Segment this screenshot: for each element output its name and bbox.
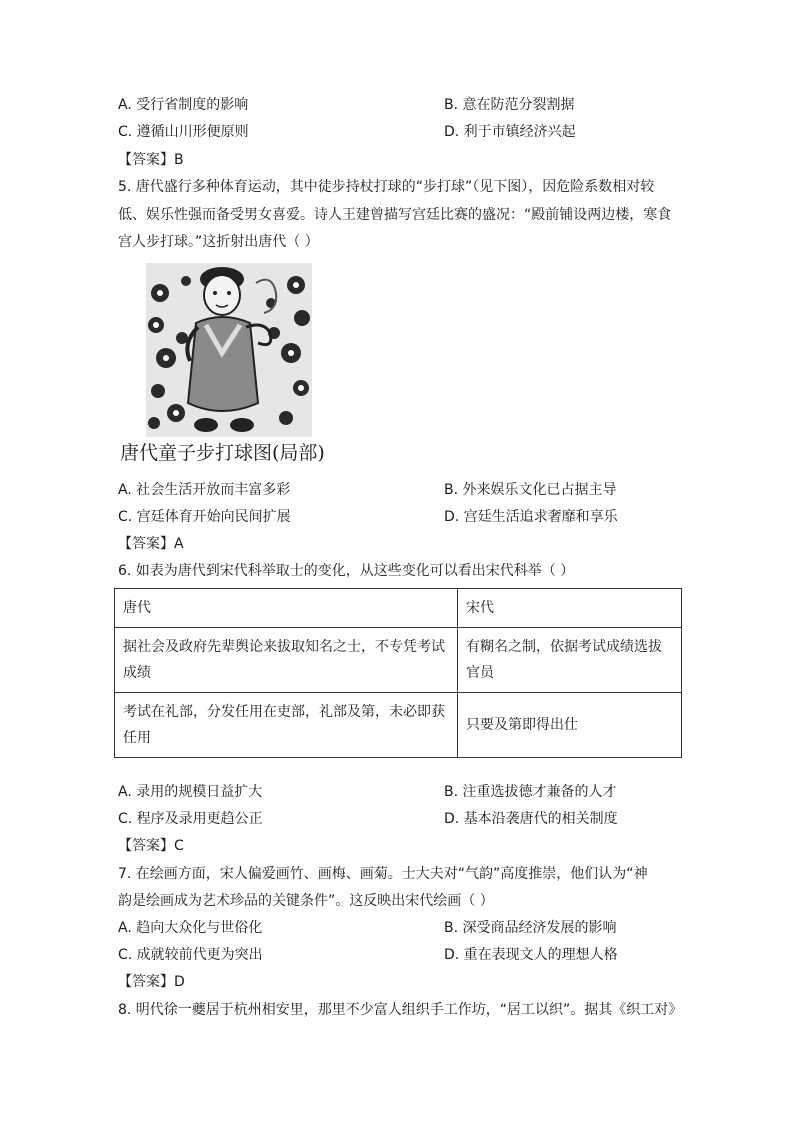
q4-option-a: A. 受行省制度的影响: [118, 97, 249, 113]
table-cell: 据社会及政府先辈舆论来拔取知名之士，不专凭考试成绩: [115, 628, 458, 693]
q7-option-a: A. 趋向大众化与世俗化: [118, 920, 263, 936]
q5-option-d: D. 宫廷生活追求奢靡和享乐: [444, 509, 618, 525]
q7-answer: 【答案】D: [118, 974, 185, 990]
table-header-tang: 唐代: [115, 589, 458, 628]
keju-comparison-table: [114, 588, 682, 758]
figure-caption: 唐代童子步打球图(局部): [120, 442, 325, 464]
q6-option-d: D. 基本沿袭唐代的相关制度: [444, 811, 618, 827]
table-cell: 有糊名之制，依据考试成绩选拔官员: [458, 628, 682, 693]
tang-child-ball-painting: [146, 263, 312, 437]
q5-option-a: A. 社会生活开放而丰富多彩: [118, 482, 291, 498]
q7-stem-line-1: 7. 在绘画方面，宋人偏爱画竹、画梅、画菊。士大夫对“气韵”高度推崇，他们认为“神: [118, 866, 648, 882]
painting-illustration: [146, 263, 312, 437]
q5-answer: 【答案】A: [118, 536, 184, 552]
table-header-song: 宋代: [458, 589, 682, 628]
q4-option-d: D. 利于市镇经济兴起: [444, 124, 576, 140]
q6-option-c: C. 程序及录用更趋公正: [118, 811, 263, 827]
q5-stem-line-2: 低、娱乐性强而备受男女喜爱。诗人王建曾描写宫廷比赛的盛况：“殿前铺设两边楼，寒食: [118, 207, 672, 223]
q4-option-c: C. 遵循山川形便原则: [118, 124, 249, 140]
q6-stem-line-1: 6. 如表为唐代到宋代科举取士的变化，从这些变化可以看出宋代科举（ ）: [118, 563, 575, 579]
q6-option-b: B. 注重选拔德才兼备的人才: [444, 784, 617, 800]
q7-option-b: B. 深受商品经济发展的影响: [444, 920, 617, 936]
table-row: [115, 628, 682, 693]
table-cell: 考试在礼部，分发任用在吏部，礼部及第，未必即获任用: [115, 693, 458, 758]
q5-option-c: C. 宫廷体育开始向民间扩展: [118, 509, 291, 525]
q6-answer: 【答案】C: [118, 838, 184, 854]
q4-option-b: B. 意在防范分裂割据: [444, 97, 575, 113]
q7-option-c: C. 成就较前代更为突出: [118, 947, 263, 963]
q5-stem-line-1: 5. 唐代盛行多种体育运动，其中徒步持杖打球的“步打球”（见下图），因危险系数相对较: [118, 179, 655, 195]
q5-option-b: B. 外来娱乐文化已占据主导: [444, 482, 617, 498]
q6-option-a: A. 录用的规模日益扩大: [118, 784, 263, 800]
q4-answer: 【答案】B: [118, 152, 184, 168]
table-cell: 只要及第即得出仕: [458, 693, 682, 758]
q8-stem-line-1: 8. 明代徐一夔居于杭州相安里，那里不少富人组织手工作坊，“居工以织”。据其《织工对》: [118, 1002, 683, 1018]
q5-stem-line-3: 宫人步打球。”这折射出唐代（ ）: [118, 234, 319, 250]
table-header-row: [115, 589, 682, 628]
q7-option-d: D. 重在表现文人的理想人格: [444, 947, 618, 963]
q7-stem-line-2: 韵是绘画成为艺术珍品的关键条件”。这反映出宋代绘画（ ）: [118, 893, 494, 909]
table-row: [115, 693, 682, 758]
